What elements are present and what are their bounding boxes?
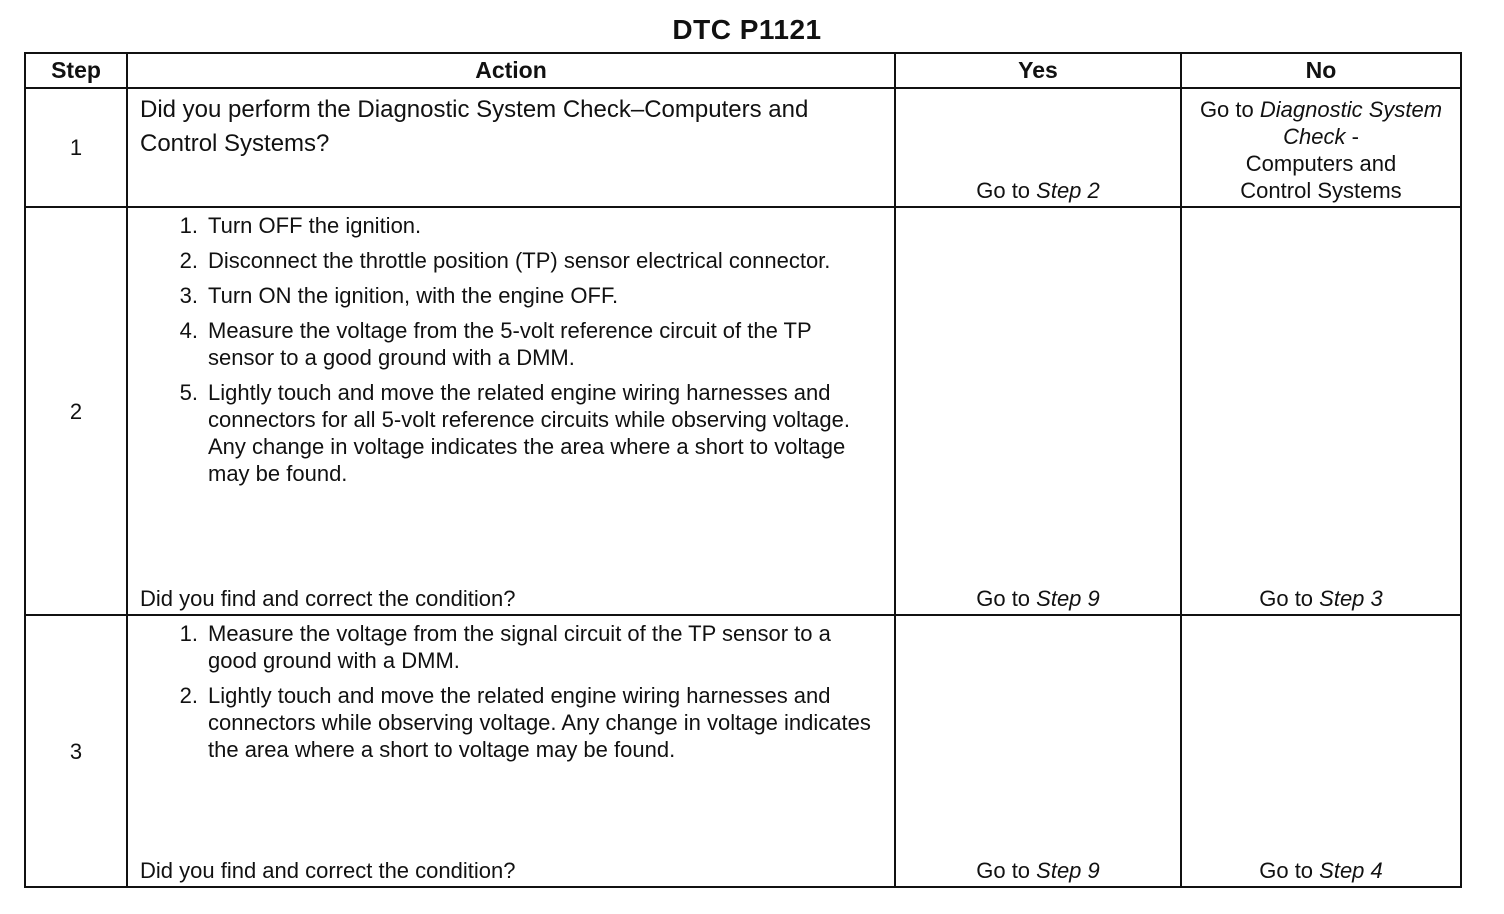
instruction-item: 4. Measure the voltage from the 5-volt reference circuit of the TP sensor to a good ground with a DMM. — [179, 318, 812, 370]
page-title: DTC P1121 — [672, 14, 822, 45]
instruction-item: 5. Lightly touch and move the related engine wiring harnesses and connectors for all 5-volt reference circuits while observing voltage. Any change in voltage indicates the area where a short to voltage may be found. — [179, 380, 850, 486]
instruction-item: 2. Lightly touch and move the related engine wiring harnesses and connectors while observing voltage. Any change in voltage indicates the area where a short to voltage may be found. — [179, 683, 871, 762]
table-header-row — [25, 53, 1461, 88]
diagnostic-table — [24, 52, 1462, 888]
instruction-list — [140, 212, 874, 495]
no-step-link[interactable]: Diagnostic System Check — [1259, 97, 1443, 149]
instruction-item: 1. Turn OFF the ignition. — [179, 213, 422, 238]
table-row — [25, 615, 1461, 887]
table-row — [25, 207, 1461, 615]
header-action: Action — [127, 53, 895, 88]
no-cell — [1181, 88, 1461, 207]
yes-prefix: Go to — [976, 586, 1037, 611]
table-row — [25, 88, 1461, 207]
action-question: Did you find and correct the condition? — [140, 586, 516, 611]
no-prefix: Go to — [1199, 97, 1260, 122]
header-step: Step — [25, 53, 127, 88]
yes-cell — [895, 615, 1181, 887]
yes-prefix: Go to — [976, 858, 1037, 883]
no-suffix-line: Computers and — [1245, 151, 1397, 176]
yes-step-link[interactable]: Step 9 — [1036, 586, 1100, 611]
yes-step-link[interactable]: Step 9 — [1036, 858, 1100, 883]
yes-cell — [895, 207, 1181, 615]
no-cell — [1181, 615, 1461, 887]
yes-step-link[interactable]: Step 2 — [1036, 178, 1100, 203]
step-number: 3 — [25, 615, 127, 887]
no-prefix: Go to — [1259, 858, 1320, 883]
no-step-link[interactable]: Step 4 — [1319, 858, 1383, 883]
no-cell — [1181, 207, 1461, 615]
step-number: 1 — [25, 88, 127, 207]
yes-prefix: Go to — [976, 178, 1037, 203]
action-cell — [127, 615, 895, 887]
no-step-link[interactable]: Step 3 — [1319, 586, 1383, 611]
header-no: No — [1181, 53, 1461, 88]
action-cell — [127, 207, 895, 615]
no-prefix: Go to — [1259, 586, 1320, 611]
instruction-item: 2. Disconnect the throttle position (TP) sensor electrical connector. — [179, 248, 831, 273]
action-cell — [127, 88, 895, 207]
header-yes: Yes — [895, 53, 1181, 88]
instruction-item: 3. Turn ON the ignition, with the engine OFF. — [179, 283, 619, 308]
no-suffix-line: Control Systems — [1240, 178, 1402, 203]
step-number: 2 — [25, 207, 127, 615]
instruction-item: 1. Measure the voltage from the signal circuit of the TP sensor to a good ground with a DMM. — [179, 621, 831, 673]
action-question: Did you perform the Diagnostic System Check–Computers and Control Systems? — [140, 96, 809, 157]
no-suffix: - — [1345, 124, 1359, 149]
yes-cell — [895, 88, 1181, 207]
action-question: Did you find and correct the condition? — [140, 858, 516, 883]
instruction-list — [140, 620, 874, 771]
